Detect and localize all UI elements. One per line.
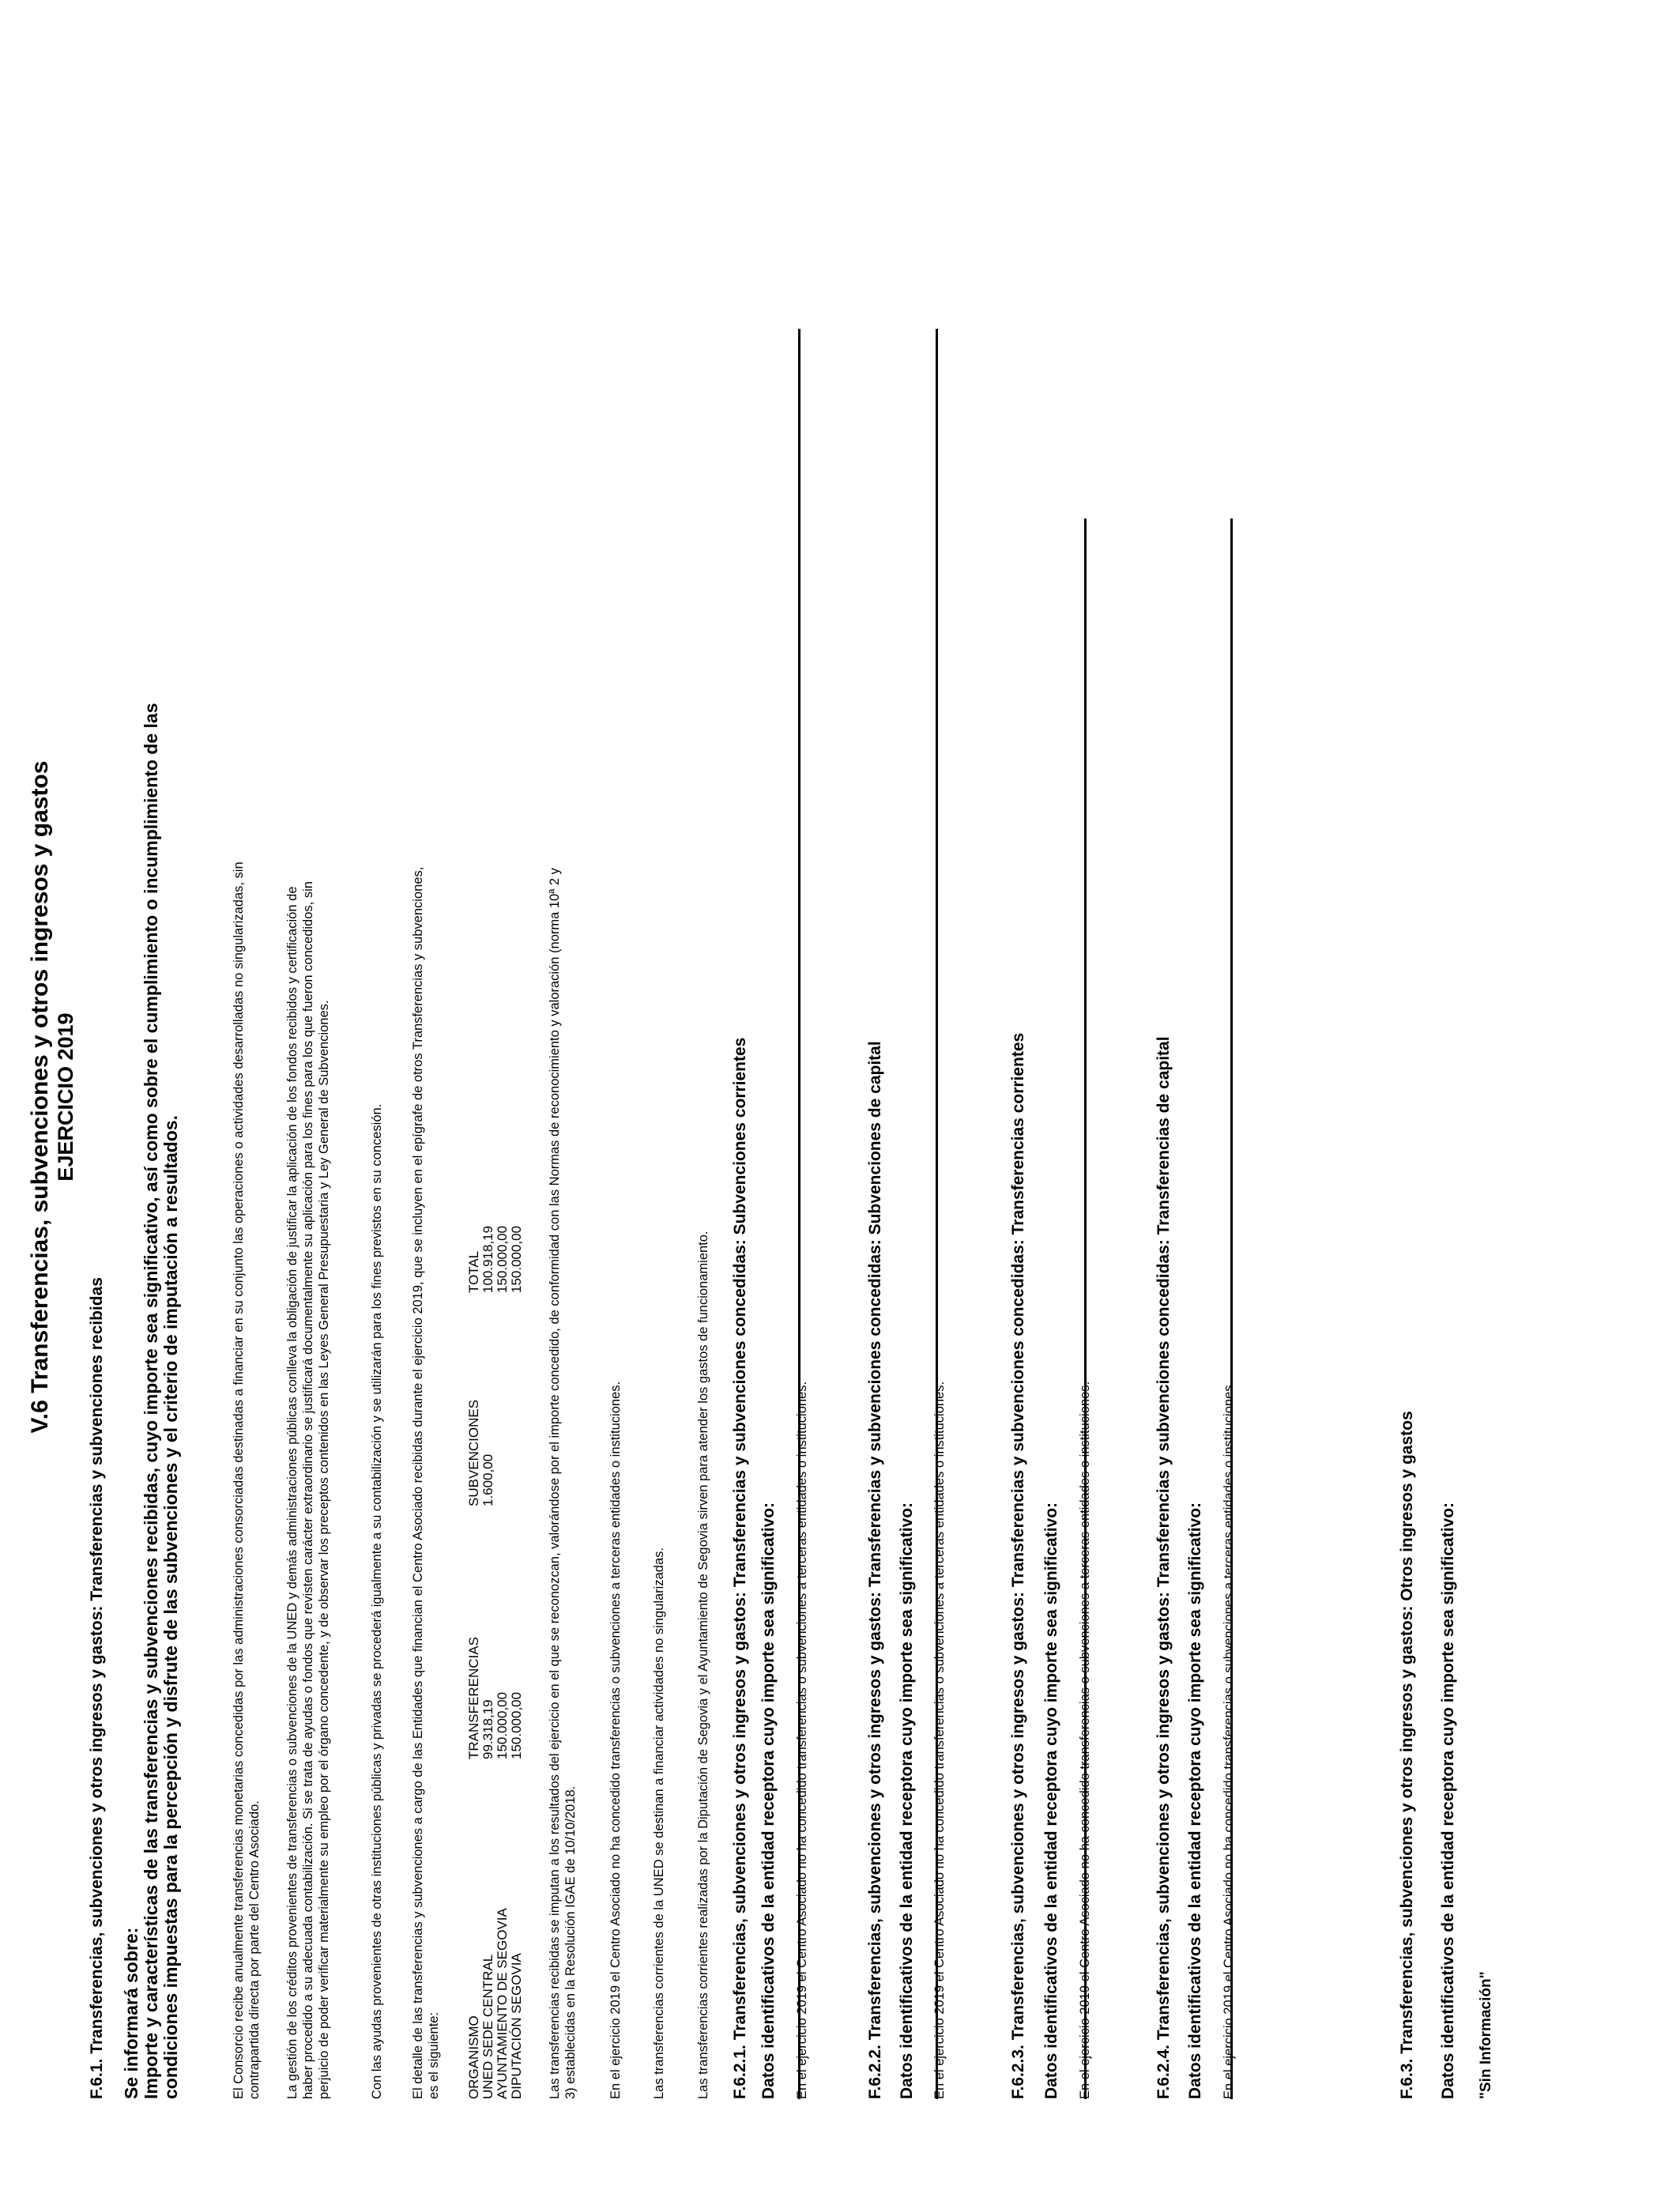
inform-line-2: condiciones impuestas para la percepción y disfrute de las subvenciones y el criterio de imputación a resultados.	[160, 1115, 181, 2099]
table-row-3-transferencias: 150.000,00	[509, 1691, 524, 1759]
section-f621-heading: F.6.2.1. Transferencias, subvenciones y otros ingresos y gastos: Transferencias y subvenciones concedidas: Subvenciones corrientes	[731, 1037, 749, 2099]
f63-label: Datos identificativos de la entidad receptora cuyo importe sea significativo:	[1439, 1502, 1457, 2099]
section-f624-heading: F.6.2.4. Transferencias, subvenciones y otros ingresos y gastos: Transferencias y subvenciones concedidas: Transferencias de capital	[1155, 1036, 1173, 2099]
table-row-3-organismo: DIPUTACIÓN SEGOVIA	[509, 1953, 524, 2099]
paragraph-4-line-1: El detalle de las transferencias y subvenciones a cargo de las Entidades que financian el Centro Asociado recibidas durante el ejercicio 2019, que se incluyen en el epígrafe de otros Transferencias y subvenciones,	[411, 866, 425, 2099]
paragraph-5-line-1: Las transferencias recibidas se imputan a los resultados del ejercicio en el que se reconozcan, valorándose por el importe concedido, de conformidad con las Normas de reconocimiento y valoración (norma 10ª 2 y	[548, 868, 562, 2099]
paragraph-1-line-1: El Consorcio recibe anualmente transferencias monetarias concedidas por las administraciones consorciadas destinadas a financiar en su conjunto las operaciones o actividades desarrolladas no singularizadas, sin	[232, 861, 246, 2099]
table-row-1-subvenciones: 1.600,00	[480, 1453, 495, 1506]
page-subtitle: EJERCICIO 2019	[54, 1012, 77, 1182]
paragraph-1-line-2: contrapartida directa por parte del Centro Asociado.	[247, 1800, 262, 2099]
table-row-1-transferencias: 99.318,19	[480, 1699, 495, 1759]
f621-text: En el ejercicio 2019 el Centro Asociado no ha concedido transferencias o subvenciones a terceras entidades o instituciones.	[795, 1381, 809, 2099]
paragraph-5-line-2: 3) establecidas en la Resolución IGAE de 10/10/2018.	[563, 1785, 578, 2099]
table-row-1-organismo: UNED SEDE CENTRAL	[480, 1954, 495, 2099]
inform-label: Se informará sobre:	[121, 1927, 141, 2099]
table-row-3-total: 150.000,00	[509, 1225, 524, 1293]
table-header-organismo: ORGANISMO	[466, 2015, 481, 2099]
f622-label: Datos identificativos de la entidad receptora cuyo importe sea significativo:	[898, 1502, 916, 2099]
paragraph-4-line-2: es el siguiente:	[427, 2011, 441, 2099]
table-row-2-transferencias: 150.000,00	[495, 1691, 510, 1759]
paragraph-8: Las transferencias corrientes realizadas por la Diputación de Segovia y el Ayuntamiento de Segovia sirven para atender los gastos de funcionamiento.	[696, 1231, 710, 2099]
table-header-subvenciones: SUBVENCIONES	[466, 1399, 481, 1506]
f623-text: En el ejercicio 2019 el Centro Asociado no ha concedido transferencias o subvenciones a terceras entidades o instituciones.	[1078, 1381, 1092, 2099]
paragraph-7: Las transferencias corrientes de la UNED se destinan a financiar actividades no singularizadas.	[652, 1547, 666, 2099]
section-f622-heading: F.6.2.2. Transferencias, subvenciones y otros ingresos y gastos: Transferencias y subvenciones concedidas: Subvenciones de capital	[866, 1041, 884, 2099]
f623-label: Datos identificativos de la entidad receptora cuyo importe sea significativo:	[1042, 1502, 1060, 2099]
table-row-2-total: 150.000,00	[495, 1225, 510, 1293]
paragraph-6: En el ejercicio 2019 el Centro Asociado no ha concedido transferencias o subvenciones a terceras entidades o instituciones.	[608, 1381, 623, 2099]
paragraph-2-line-2: haber procedido a su adecuada contabilización. Si se trata de ayudas o fondos que revisten carácter extraordinario se justificará documentalmente su aplicación para los fines para los que fueron concedidos, sin	[301, 881, 315, 2099]
section-f623-heading: F.6.2.3. Transferencias, subvenciones y otros ingresos y gastos: Transferencias y subvenciones concedidas: Transferencias corrientes	[1009, 1032, 1027, 2099]
page-title: V.6 Transferencias, subvenciones y otros ingresos y gastos	[27, 760, 53, 1434]
f63-text: "Sin Información"	[1478, 1971, 1494, 2099]
f624-text: En el ejercicio 2019 el Centro Asociado no ha concedido transferencias o subvenciones a terceras entidades o instituciones.	[1222, 1381, 1236, 2099]
section-f61-heading: F.6.1. Transferencias, subvenciones y otros ingresos y gastos: Transferencias y subvenciones recibidas	[88, 1277, 106, 2099]
table-row-2-organismo: AYUNTAMIENTO DE SEGOVIA	[495, 1908, 510, 2099]
table-row-1-total: 100.918,19	[480, 1225, 495, 1293]
f622-text: En el ejercicio 2019 el Centro Asociado no ha concedido transferencias o subvenciones a terceras entidades o instituciones.	[932, 1381, 947, 2099]
table-header-total: TOTAL	[466, 1250, 481, 1293]
paragraph-2-line-1: La gestión de los créditos provenientes de transferencias o subvenciones de la UNED y demás administraciones públicas conlleva la obligación de justificar la aplicación de los fondos recibidos y certificación de	[285, 886, 299, 2099]
section-f63-heading: F.6.3. Transferencias, subvenciones y otros ingresos y gastos: Otros ingresos y gastos	[1398, 1411, 1416, 2099]
table-header-transferencias: TRANSFERENCIAS	[466, 1637, 481, 1759]
f621-label: Datos identificativos de la entidad receptora cuyo importe sea significativo:	[759, 1502, 778, 2099]
paragraph-2-line-3: perjuicio de poder verificar materialmente su empleo por el órgano concedente, y de observar los preceptos contenidos en las Leyes General Presupuestaria y Ley General de Subvenciones.	[317, 1000, 331, 2099]
inform-line-1: Importe y características de las transferencias y subvenciones recibidas, cuyo importe sea significativo, así como sobre el cumplimiento o incumplimiento de las	[141, 703, 161, 2099]
f624-label: Datos identificativos de la entidad receptora cuyo importe sea significativo:	[1186, 1502, 1204, 2099]
paragraph-3-line-1: Con las ayudas provenientes de otras instituciones públicas y privadas se procederá igualmente a su contabilización y se utilizarán para los fines previstos en su concesión.	[370, 1103, 384, 2099]
